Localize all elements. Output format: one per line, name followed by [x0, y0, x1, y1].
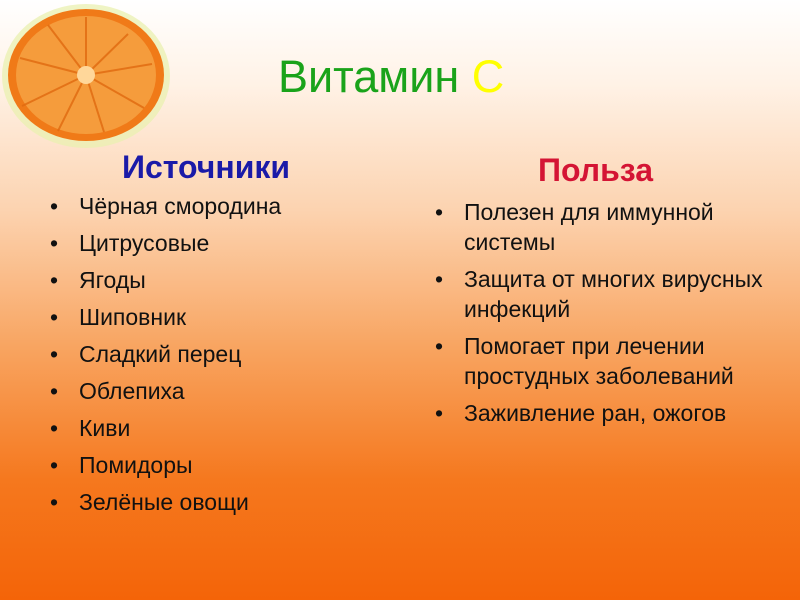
title-accent-letter: С [471, 51, 505, 102]
list-item: • Помидоры [79, 452, 379, 479]
list-item: • Шиповник [79, 304, 379, 331]
list-item: • Киви [79, 415, 379, 442]
benefits-list [464, 197, 784, 435]
list-item: • Ягоды [79, 267, 379, 294]
list-item: • Чёрная смородина [79, 193, 379, 220]
sources-list [79, 193, 379, 526]
list-item: • Защита от многих вирусных инфекций [464, 264, 784, 324]
list-item: • Заживление ран, ожогов [464, 398, 784, 428]
benefits-heading: Польза [538, 152, 654, 188]
list-item: • Зелёные овощи [79, 489, 379, 516]
slide-title: Витамин С [278, 51, 505, 102]
list-item: • Цитрусовые [79, 230, 379, 257]
sources-heading: Источники [122, 149, 291, 185]
list-item: • Полезен для иммунной системы [464, 197, 784, 257]
list-item: • Облепиха [79, 378, 379, 405]
list-item: • Сладкий перец [79, 341, 379, 368]
orange-slice-image [0, 0, 172, 150]
list-item: • Помогает при лечении простудных заболеваний [464, 331, 784, 391]
